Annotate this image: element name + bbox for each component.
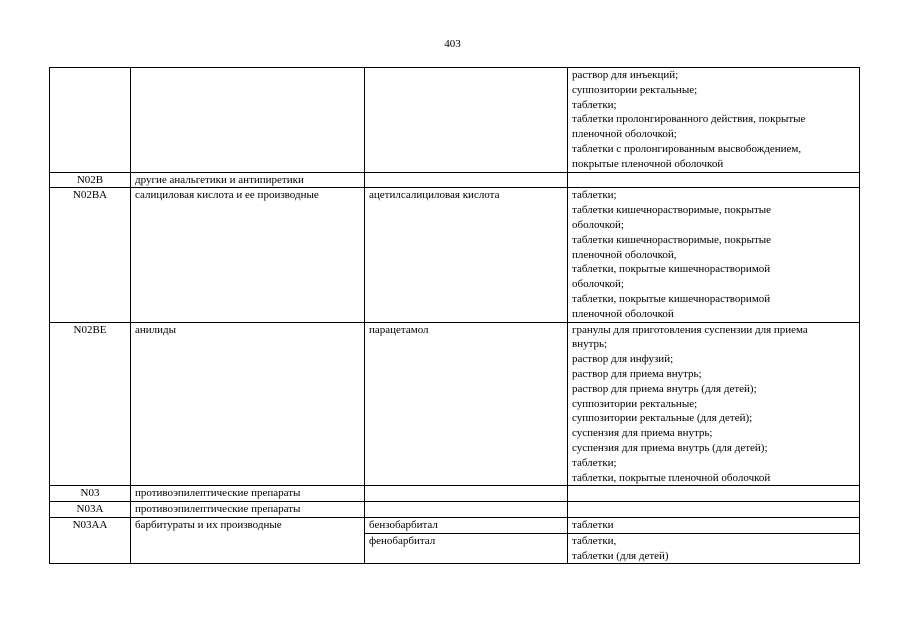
- dosage-forms-cell: [568, 68, 860, 173]
- dosage-form-line: оболочкой;: [572, 278, 624, 291]
- drug-name-cell: фенобарбитал: [365, 533, 568, 564]
- dosage-form-line: таблетки с пролонгированным высвобождением,: [572, 142, 802, 155]
- table-row: [50, 68, 860, 173]
- dosage-form-line: таблетки,: [572, 534, 617, 547]
- dosage-form-line: таблетки, покрытые кишечнорастворимой: [572, 292, 771, 305]
- dosage-form-line: суппозитории ректальные (для детей);: [572, 412, 753, 425]
- dosage-form-line: внутрь;: [572, 338, 608, 351]
- dosage-form-line: таблетки, покрытые кишечнорастворимой: [572, 263, 771, 276]
- dosage-form-line: суппозитории ректальные;: [572, 397, 698, 410]
- drug-name-cell: бензобарбитал: [365, 517, 568, 533]
- dosage-form-line: таблетки: [572, 518, 614, 531]
- table-row: [50, 172, 860, 188]
- dosage-form-line: суспензия для приема внутрь;: [572, 427, 713, 440]
- group-name-cell: барбитураты и их производные: [131, 517, 365, 563]
- group-name-cell: анилиды: [131, 322, 365, 486]
- table-row: [50, 517, 860, 533]
- drug-classification-table: [49, 67, 860, 564]
- dosage-form-line: таблетки;: [572, 189, 617, 202]
- dosage-forms-cell: [568, 322, 860, 486]
- atc-code-cell: [50, 68, 131, 173]
- dosage-form-line: таблетки;: [572, 456, 617, 469]
- table-row: [50, 502, 860, 518]
- dosage-form-line: покрытые пленочной оболочкой: [572, 157, 724, 170]
- dosage-forms-cell: [568, 486, 860, 502]
- dosage-form-line: раствор для приема внутрь (для детей);: [572, 382, 757, 395]
- dosage-form-line: таблетки (для детей): [572, 549, 669, 562]
- dosage-forms-cell: [568, 533, 860, 564]
- dosage-form-line: таблетки кишечнорастворимые, покрытые: [572, 204, 772, 217]
- atc-code-cell: N03: [50, 486, 131, 502]
- dosage-form-line: суспензия для приема внутрь (для детей);: [572, 441, 768, 454]
- drug-name-cell: [365, 172, 568, 188]
- group-name-cell: противоэпилептические препараты: [131, 502, 365, 518]
- dosage-form-line: раствор для приема внутрь;: [572, 367, 702, 380]
- atc-code-cell: N03A: [50, 502, 131, 518]
- drug-name-cell: ацетилсалициловая кислота: [365, 188, 568, 322]
- table-body: [50, 68, 860, 564]
- table-row: [50, 322, 860, 486]
- group-name-cell: другие анальгетики и антипиретики: [131, 172, 365, 188]
- dosage-form-line: таблетки, покрытые пленочной оболочкой: [572, 471, 771, 484]
- atc-code-cell: N02BA: [50, 188, 131, 322]
- dosage-forms-cell: [568, 188, 860, 322]
- dosage-form-line: гранулы для приготовления суспензии для приема: [572, 323, 808, 336]
- dosage-form-line: таблетки пролонгированного действия, покрытые: [572, 113, 806, 126]
- dosage-form-line: таблетки кишечнорастворимые, покрытые: [572, 233, 772, 246]
- table-row: [50, 486, 860, 502]
- page-number: 403: [444, 38, 461, 50]
- atc-code-cell: N02BE: [50, 322, 131, 486]
- dosage-form-line: раствор для инъекций;: [572, 69, 679, 81]
- dosage-forms-cell: [568, 517, 860, 533]
- dosage-forms-cell: [568, 172, 860, 188]
- group-name-cell: противоэпилептические препараты: [131, 486, 365, 502]
- dosage-form-line: оболочкой;: [572, 218, 624, 231]
- group-name-cell: [131, 68, 365, 173]
- atc-code-cell: N02B: [50, 172, 131, 188]
- table-row: [50, 188, 860, 322]
- atc-code-cell: N03AA: [50, 517, 131, 563]
- drug-name-cell: парацетамол: [365, 322, 568, 486]
- drug-name-cell: [365, 502, 568, 518]
- dosage-form-line: пленочной оболочкой;: [572, 128, 677, 141]
- drug-name-cell: [365, 486, 568, 502]
- dosage-form-line: таблетки;: [572, 98, 617, 111]
- dosage-form-line: пленочной оболочкой,: [572, 248, 677, 261]
- dosage-form-line: раствор для инфузий;: [572, 353, 674, 366]
- dosage-form-line: суппозитории ректальные;: [572, 83, 698, 96]
- group-name-cell: салициловая кислота и ее производные: [131, 188, 365, 322]
- drug-name-cell: [365, 68, 568, 173]
- dosage-forms-cell: [568, 502, 860, 518]
- dosage-form-line: пленочной оболочкой: [572, 307, 674, 320]
